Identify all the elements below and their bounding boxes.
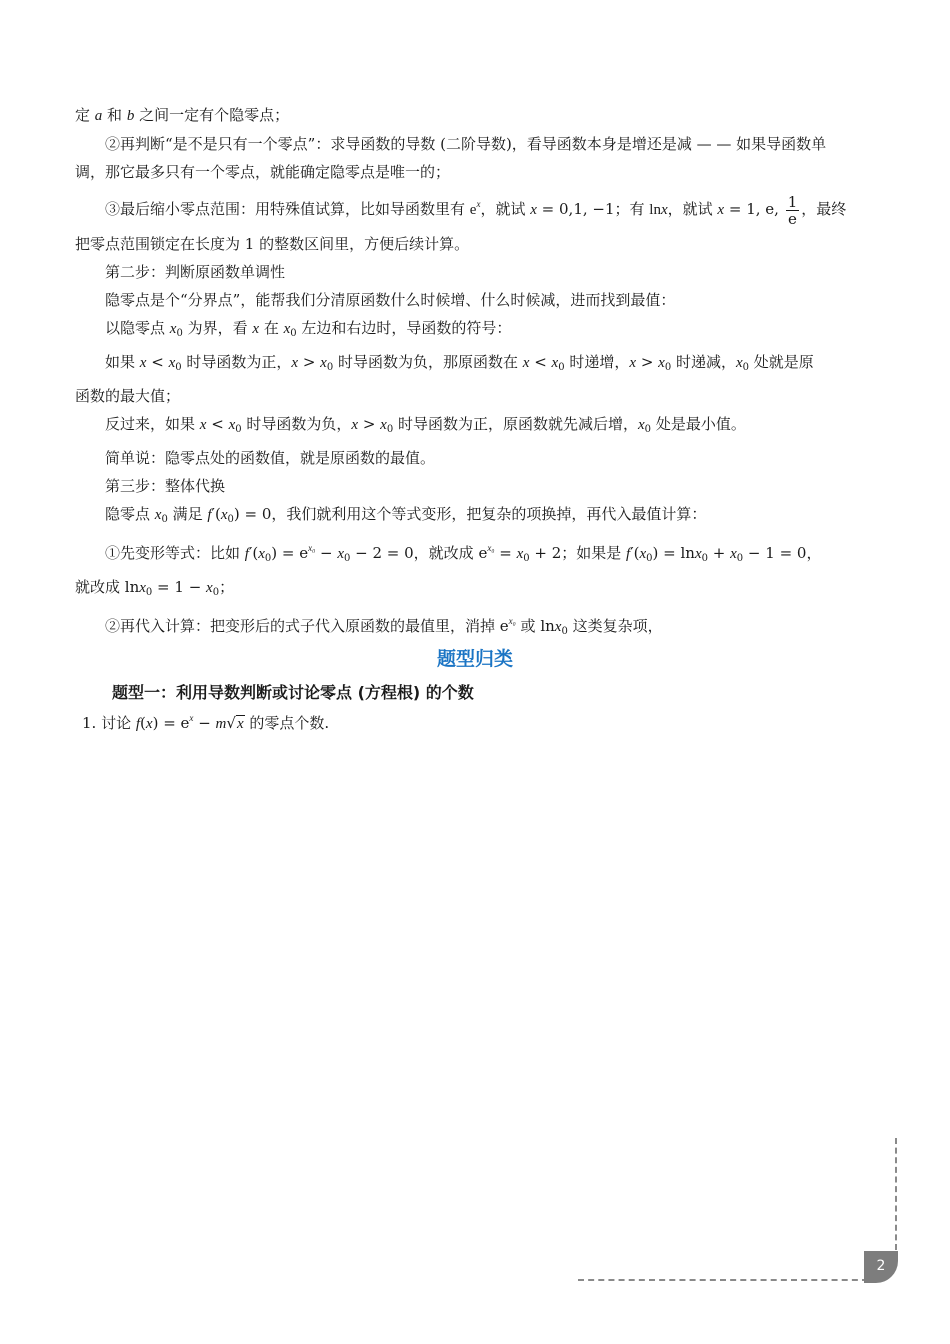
problem-item: 1. 讨论 $f(x) = e^x - m√x$ 的零点个数. (82, 713, 330, 732)
paragraph-line: 如果 $x < x_0$ 时导函数为正，$x > x_0$ 时导函数为负，那原函数在 $x < x_0$ 时递增，$x > x_0$ 时递减，$x_0$ 处就是原 (105, 352, 814, 373)
paragraph-line: ①先变形等式：比如 $f'(x_0) = e^{x_0} - x_0 - 2 = 0$，就改成 $e^{x_0} = x_0 + 2$；如果是 $f'(x_0) = \ln x_0 + x_0 - 1 = 0$， (105, 542, 822, 564)
subsection-title: 题型一：利用导数判断或讨论零点 (方程根) 的个数 (112, 683, 474, 702)
section-title: 题型归类 (436, 648, 513, 670)
paragraph-line: 定 a 和 b 之间一定有个隐零点； (75, 106, 290, 124)
page-number: 2 (864, 1251, 898, 1283)
footer-decoration (578, 1279, 868, 1281)
paragraph-line: 反过来，如果 $x < x_0$ 时导函数为负，$x > x_0$ 时导函数为正，原函数就先减后增，$x_0$ 处是最小值。 (105, 414, 746, 435)
paragraph-line: 简单说：隐零点处的函数值，就是原函数的最值。 (105, 448, 436, 467)
problem-number: 1. (82, 714, 97, 732)
paragraph-line: ②再代入计算：把变形后的式子代入原函数的最值里，消掉 $e^{x_0}$ 或 lnx$_0$ 这类复杂项， (105, 615, 663, 637)
paragraph-line: 调，那它最多只有一个零点，就能确定隐零点是唯一的； (75, 163, 451, 181)
paragraph-line: 隐零点 $x_0$ 满足 $f'(x_0) = 0$，我们就利用这个等式变形，把复杂的项换掉，再代入最值计算： (105, 504, 707, 525)
paragraph-line: 函数的最大值； (75, 386, 181, 405)
paragraph-line: ③最后缩小零点范围：用特殊值试算，比如导函数里有 $e^x$，就试 x = 0,1, −1；有 lnx，就试 x = 1, e, $\frac{1}{e}$ ，最终 (105, 192, 847, 228)
body-text (75, 104, 885, 649)
paragraph-line: 以隐零点 $x_0$ 为界，看 x 在 $x_0$ 左边和右边时，导函数的符号： (105, 318, 512, 339)
paragraph-line: 隐零点是个“分界点”，能帮我们分清原函数什么时候增、什么时候减，进而找到最值： (105, 290, 676, 309)
paragraph-line: ②再判断“是不是只有一个零点”：求导函数的导数 (二阶导数)，看导函数本身是增还是减 — — 如果导函数单 (105, 135, 827, 153)
step-heading: 第三步：整体代换 (105, 476, 226, 495)
paragraph-line: 把零点范围锁定在长度为 1 的整数区间里，方便后续计算。 (75, 234, 470, 253)
step-heading: 第二步：判断原函数单调性 (105, 262, 286, 281)
footer-decoration (895, 1138, 897, 1250)
paragraph-line: 就改成 $\ln x_0 = 1 - x_0$； (75, 577, 235, 598)
